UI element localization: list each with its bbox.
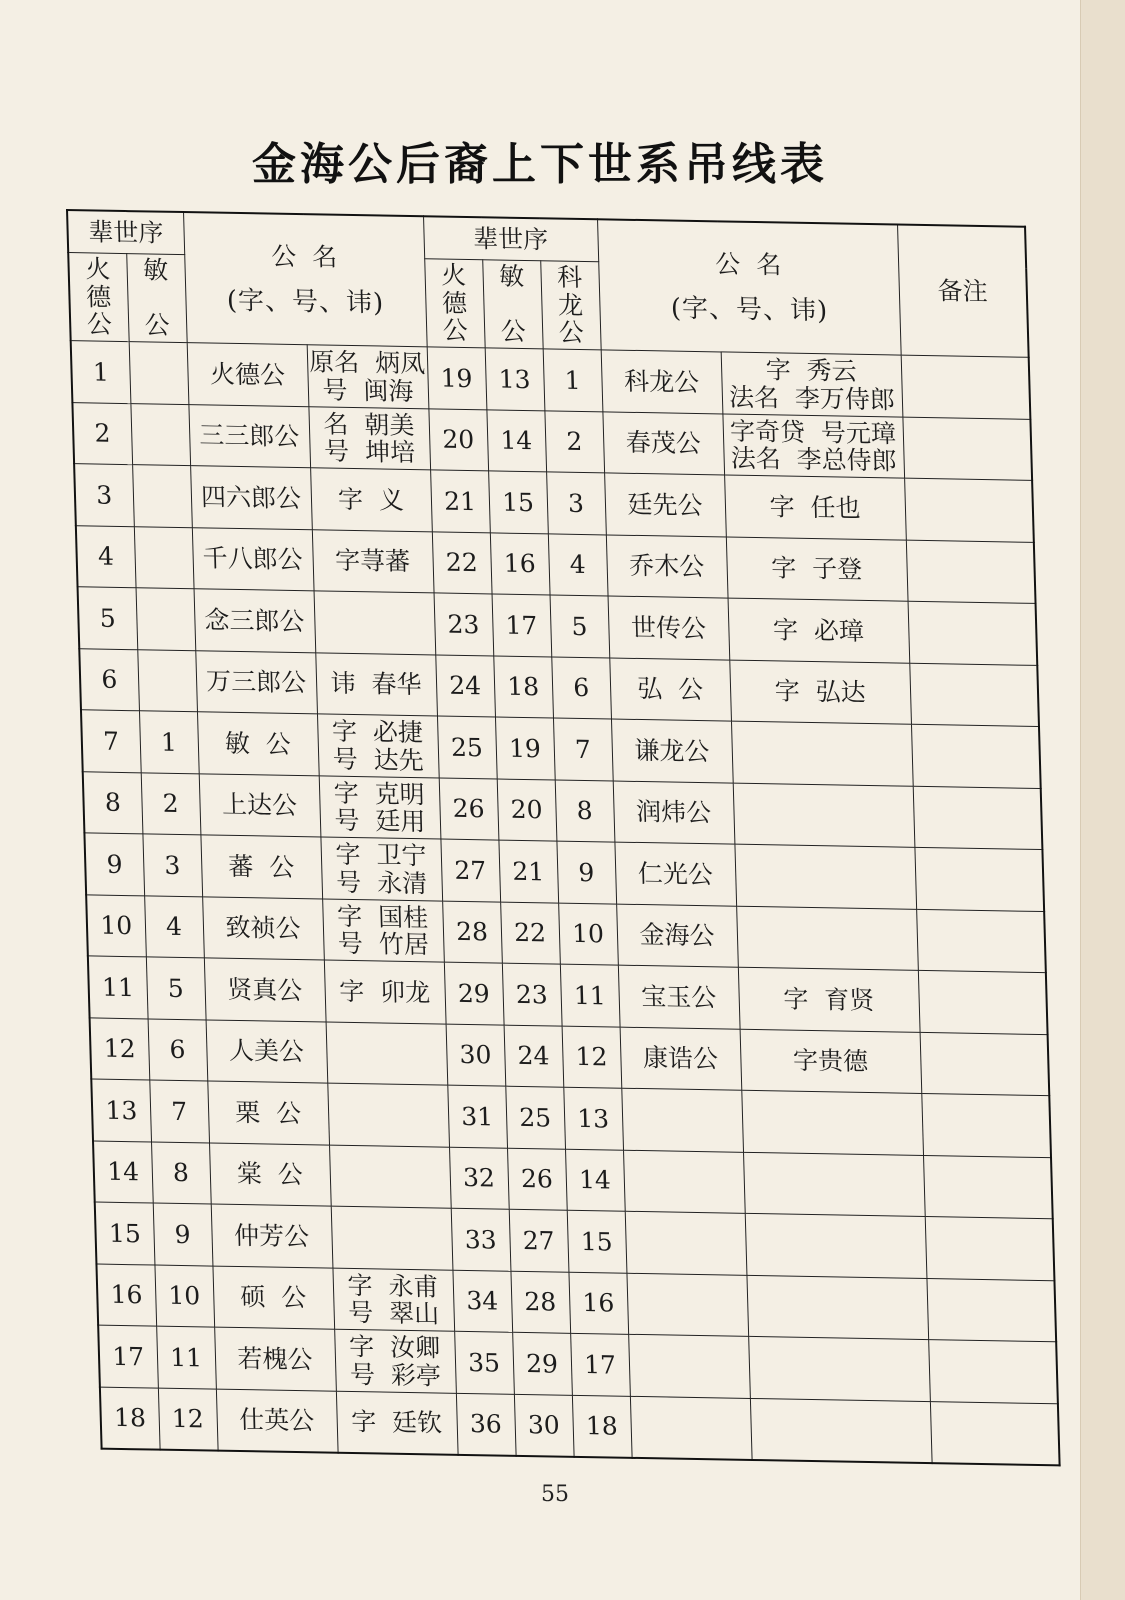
courtesy-name-left: 讳 春华 — [315, 653, 437, 717]
courtesy-name-left-line: 号 永清 — [335, 867, 428, 898]
min-generation-left: 10 — [154, 1265, 214, 1328]
courtesy-name-right — [734, 845, 916, 910]
kelong-generation: 11 — [560, 964, 620, 1027]
kelong-generation: 6 — [551, 657, 611, 720]
huode-generation-left: 13 — [91, 1079, 151, 1142]
kelong-generation: 18 — [572, 1395, 632, 1458]
courtesy-name-left-line: 字 国桂 — [336, 901, 429, 932]
header-name-left — [183, 212, 427, 347]
courtesy-name-right — [750, 1398, 932, 1463]
courtesy-name-left-line: 号 达先 — [332, 744, 425, 775]
remarks-cell — [902, 417, 1032, 481]
huode-generation-left: 18 — [100, 1387, 160, 1450]
min-generation-left — [132, 465, 192, 528]
ancestor-name-right: 弘 公 — [609, 658, 731, 722]
header-name-right — [597, 219, 901, 355]
huode-generation-left: 3 — [74, 464, 134, 527]
header-min-left-char-2 — [128, 284, 186, 313]
kelong-generation: 1 — [543, 349, 603, 412]
courtesy-name-right — [747, 1275, 929, 1340]
courtesy-name-left — [308, 407, 430, 471]
courtesy-name-left-line: 号 廷用 — [334, 805, 426, 837]
header-min-left — [126, 253, 186, 343]
min-generation-right: 16 — [490, 533, 550, 596]
ancestor-name-right: 谦龙公 — [611, 719, 733, 783]
remarks-cell — [918, 971, 1048, 1035]
courtesy-name-left-line: 字 克明 — [333, 778, 426, 809]
kelong-generation: 2 — [544, 411, 604, 474]
ancestor-name-left: 若槐公 — [214, 1327, 336, 1391]
courtesy-name-left-line: 号 竹居 — [337, 928, 430, 960]
min-generation-right: 26 — [507, 1148, 567, 1211]
kelong-generation: 4 — [548, 534, 608, 597]
kelong-generation: 7 — [553, 718, 613, 781]
header-huode-left-char-3: 公 — [86, 309, 113, 340]
ancestor-name-left: 四六郎公 — [190, 466, 312, 530]
courtesy-name-left — [332, 1268, 454, 1332]
min-generation-left — [136, 588, 196, 651]
ancestor-name-left: 千八郎公 — [192, 528, 314, 592]
header-huode-right-char-2: 德 — [441, 288, 468, 318]
huode-generation-left: 7 — [81, 710, 141, 773]
header-huode-left — [68, 252, 128, 342]
ancestor-name-right — [630, 1396, 752, 1460]
huode-generation-right: 35 — [454, 1332, 514, 1395]
min-generation-right: 29 — [512, 1333, 572, 1396]
header-generation-order-right: 辈世序 — [423, 216, 598, 261]
huode-generation-right: 24 — [435, 655, 495, 718]
remarks-cell — [930, 1401, 1060, 1465]
ancestor-name-right: 润炜公 — [613, 781, 735, 845]
remarks-cell — [916, 909, 1046, 973]
kelong-generation: 5 — [550, 595, 610, 658]
huode-generation-right: 20 — [428, 409, 488, 472]
ancestor-name-right — [621, 1089, 743, 1153]
huode-generation-left: 1 — [71, 341, 131, 404]
remarks-cell — [911, 725, 1041, 789]
huode-generation-left: 8 — [83, 772, 143, 835]
huode-generation-left: 15 — [95, 1202, 155, 1265]
courtesy-name-left — [322, 899, 444, 963]
huode-generation-right: 33 — [451, 1209, 511, 1272]
courtesy-name-left-line: 字 永甫 — [347, 1270, 439, 1302]
min-generation-right: 28 — [510, 1271, 570, 1334]
remarks-cell — [925, 1217, 1055, 1281]
min-generation-left: 3 — [142, 834, 202, 897]
courtesy-name-right-line: 字奇贷 号元璋 — [729, 416, 897, 449]
huode-generation-right: 25 — [437, 716, 497, 779]
remarks-cell — [915, 848, 1045, 912]
ancestor-name-right: 乔木公 — [606, 535, 728, 599]
ancestor-name-left: 上达公 — [199, 774, 321, 838]
courtesy-name-right — [733, 783, 915, 848]
ancestor-name-left: 棠 公 — [209, 1143, 331, 1207]
min-generation-right: 19 — [495, 717, 555, 780]
min-generation-right: 22 — [500, 902, 560, 965]
min-generation-right: 24 — [504, 1025, 564, 1088]
min-generation-right: 27 — [509, 1210, 569, 1273]
ancestor-name-left: 万三郎公 — [195, 651, 317, 715]
kelong-generation: 8 — [555, 780, 615, 843]
huode-generation-right: 23 — [434, 593, 494, 656]
huode-generation-right: 29 — [444, 962, 504, 1025]
remarks-cell — [904, 479, 1034, 543]
page-title: 金海公后裔上下世系吊线表 — [252, 139, 828, 190]
courtesy-name-right-line: 字 秀云 — [765, 355, 858, 386]
ancestor-name-right — [625, 1212, 747, 1276]
min-generation-left: 11 — [156, 1326, 216, 1389]
header-min-right-char-1: 敏 — [498, 261, 525, 292]
min-generation-right: 23 — [502, 963, 562, 1026]
min-generation-left — [129, 342, 189, 405]
header-huode-right-char-1: 火 — [440, 260, 467, 291]
ancestor-name-left: 仲芳公 — [211, 1204, 333, 1268]
kelong-generation: 12 — [562, 1026, 622, 1089]
courtesy-name-right: 字 弘达 — [729, 660, 911, 725]
header-min-right-char-2 — [484, 290, 542, 319]
min-generation-right: 14 — [486, 410, 546, 473]
huode-generation-right: 27 — [440, 839, 500, 902]
min-generation-left: 9 — [153, 1203, 213, 1266]
ancestor-name-left: 敏 公 — [197, 712, 319, 776]
ancestor-name-left: 贤真公 — [204, 958, 326, 1022]
huode-generation-right: 30 — [446, 1024, 506, 1087]
remarks-cell — [906, 540, 1036, 604]
kelong-generation: 15 — [567, 1211, 627, 1274]
header-remarks: 备注 — [897, 225, 1029, 358]
remarks-cell — [908, 602, 1038, 666]
header-huode-left-char-2: 德 — [85, 282, 112, 312]
header-kelong-char-2: 龙 — [557, 290, 584, 320]
courtesy-name-left — [329, 1145, 451, 1209]
courtesy-name-right — [741, 1091, 923, 1156]
huode-generation-right: 21 — [430, 470, 490, 533]
kelong-generation: 16 — [568, 1272, 628, 1335]
ancestor-name-right: 金海公 — [616, 904, 738, 968]
header-min-left-char-3: 公 — [144, 310, 171, 341]
remarks-cell — [927, 1278, 1057, 1342]
huode-generation-left: 4 — [76, 526, 136, 589]
min-generation-right: 20 — [497, 779, 557, 842]
ancestor-name-right — [627, 1273, 749, 1337]
table-body — [67, 210, 1060, 1465]
min-generation-right: 30 — [514, 1394, 574, 1457]
header-huode-right — [424, 259, 484, 349]
huode-generation-left: 17 — [98, 1325, 158, 1388]
ancestor-name-left: 三三郎公 — [188, 405, 310, 469]
courtesy-name-left-line: 号 翠山 — [347, 1298, 440, 1329]
min-generation-left: 12 — [158, 1388, 218, 1451]
courtesy-name-left-line: 字 汝卿 — [348, 1332, 441, 1363]
header-min-right-char-3: 公 — [500, 316, 527, 347]
min-generation-left: 7 — [149, 1080, 209, 1143]
huode-generation-right: 31 — [447, 1086, 507, 1149]
courtesy-name-right — [743, 1152, 925, 1217]
huode-generation-left: 12 — [90, 1018, 150, 1081]
header-name-right-sub: (字、号、讳) — [670, 293, 829, 327]
courtesy-name-left — [314, 591, 436, 655]
remarks-cell — [923, 1155, 1053, 1219]
courtesy-name-right — [736, 906, 918, 971]
huode-generation-left: 16 — [96, 1264, 156, 1327]
kelong-generation: 13 — [563, 1088, 623, 1151]
min-generation-left — [134, 527, 194, 590]
header-kelong-char-1: 科 — [556, 262, 583, 293]
courtesy-name-left: 字 卯龙 — [324, 960, 446, 1024]
header-name-right-main: 公 名 — [714, 248, 782, 280]
courtesy-name-left — [331, 1206, 453, 1270]
header-generation-order-left: 辈世序 — [67, 210, 184, 254]
huode-generation-left: 14 — [93, 1141, 153, 1204]
kelong-generation: 10 — [558, 903, 618, 966]
page-edge — [1080, 0, 1125, 1600]
courtesy-name-left-line: 号 彩亭 — [349, 1359, 442, 1391]
ancestor-name-left: 仕英公 — [216, 1389, 338, 1453]
courtesy-name-left-line: 名 朝美 — [323, 409, 415, 440]
courtesy-name-left: 字 廷钦 — [336, 1391, 458, 1455]
kelong-generation: 9 — [556, 841, 616, 904]
courtesy-name-left-line: 号 坤培 — [323, 436, 416, 468]
courtesy-name-left — [307, 345, 429, 409]
remarks-cell — [901, 355, 1031, 419]
min-generation-right: 17 — [492, 594, 552, 657]
remarks-cell — [928, 1340, 1058, 1404]
remarks-cell — [920, 1032, 1050, 1096]
huode-generation-right: 28 — [442, 901, 502, 964]
courtesy-name-right: 字贵德 — [740, 1029, 922, 1094]
min-generation-left: 4 — [144, 896, 204, 959]
huode-generation-right: 26 — [439, 778, 499, 841]
header-kelong-char-3: 公 — [558, 317, 585, 348]
courtesy-name-left — [326, 1022, 448, 1086]
header-min-left-char-1: 敏 — [142, 255, 169, 286]
min-generation-left: 1 — [139, 711, 199, 774]
min-generation-left — [130, 403, 190, 466]
min-generation-right: 18 — [493, 656, 553, 719]
courtesy-name-right: 字 育贤 — [738, 968, 920, 1033]
courtesy-name-right: 字 任也 — [724, 475, 906, 540]
ancestor-name-right — [628, 1335, 750, 1399]
courtesy-name-right-line: 法名 李总侍郎 — [730, 443, 898, 476]
min-generation-left: 2 — [141, 773, 201, 836]
min-generation-right: 21 — [498, 840, 558, 903]
huode-generation-left: 11 — [88, 956, 148, 1019]
ancestor-name-left: 致祯公 — [202, 897, 324, 961]
ancestor-name-right: 宝玉公 — [618, 966, 740, 1030]
courtesy-name-left — [334, 1330, 456, 1394]
header-kelong — [540, 261, 601, 351]
courtesy-name-right-line: 法名 李万侍郎 — [728, 382, 896, 415]
header-huode-left-char-1: 火 — [85, 254, 111, 285]
courtesy-name-right — [722, 414, 904, 479]
huode-generation-right: 36 — [456, 1393, 516, 1456]
courtesy-name-left — [320, 837, 442, 901]
courtesy-name-left: 字荨蕃 — [312, 530, 434, 594]
header-huode-right-char-3: 公 — [442, 315, 469, 346]
huode-generation-right: 19 — [427, 347, 487, 410]
min-generation-right: 25 — [505, 1087, 565, 1150]
header-min-right — [482, 260, 542, 350]
huode-generation-right: 22 — [432, 532, 492, 595]
courtesy-name-right: 字 子登 — [726, 537, 908, 602]
ancestor-name-left: 蕃 公 — [200, 835, 322, 899]
remarks-cell — [913, 786, 1043, 850]
min-generation-left: 6 — [148, 1019, 208, 1082]
huode-generation-left: 2 — [72, 402, 132, 465]
remarks-cell — [909, 663, 1039, 727]
min-generation-left: 8 — [151, 1142, 211, 1205]
courtesy-name-left — [327, 1083, 449, 1147]
courtesy-name-left — [317, 714, 439, 778]
huode-generation-left: 6 — [79, 649, 139, 712]
ancestor-name-left: 栗 公 — [207, 1081, 329, 1145]
table-container — [66, 209, 1059, 1466]
header-name-left-main: 公 名 — [270, 241, 338, 272]
kelong-generation: 14 — [565, 1149, 625, 1212]
min-generation-right: 15 — [488, 471, 548, 534]
courtesy-name-left-line: 字 卫宁 — [335, 839, 427, 871]
courtesy-name-right: 字 必璋 — [728, 598, 910, 663]
remarks-cell — [921, 1094, 1051, 1158]
courtesy-name-left — [319, 776, 441, 840]
kelong-generation: 17 — [570, 1334, 630, 1397]
ancestor-name-left: 人美公 — [206, 1020, 328, 1084]
ancestor-name-left: 硕 公 — [212, 1266, 334, 1330]
huode-generation-right: 34 — [452, 1270, 512, 1333]
ancestor-name-left: 火德公 — [187, 343, 309, 407]
ancestor-name-right: 春茂公 — [602, 412, 724, 476]
ancestor-name-right: 康诰公 — [620, 1027, 742, 1091]
courtesy-name-left-line: 号 闽海 — [322, 375, 414, 406]
min-generation-left: 5 — [146, 957, 206, 1020]
courtesy-name-left-line: 字 必捷 — [331, 716, 424, 748]
ancestor-name-right: 仁光公 — [614, 842, 736, 906]
ancestor-name-right: 科龙公 — [601, 350, 723, 414]
courtesy-name-right — [731, 721, 913, 786]
courtesy-name-right — [745, 1214, 927, 1279]
huode-generation-left: 5 — [78, 587, 138, 650]
courtesy-name-right — [748, 1337, 930, 1402]
courtesy-name-right — [721, 352, 903, 417]
huode-generation-left: 10 — [86, 895, 146, 958]
min-generation-left — [137, 650, 197, 713]
page-number: 55 — [541, 1482, 569, 1507]
huode-generation-right: 32 — [449, 1147, 509, 1210]
ancestor-name-left: 念三郎公 — [194, 589, 316, 653]
courtesy-name-left: 字 义 — [310, 468, 432, 532]
huode-generation-left: 9 — [84, 833, 144, 896]
courtesy-name-left-line: 原名 炳凤 — [308, 347, 426, 379]
ancestor-name-right: 廷先公 — [604, 473, 726, 537]
kelong-generation: 3 — [546, 472, 606, 535]
genealogy-table — [66, 209, 1061, 1466]
min-generation-right: 13 — [485, 348, 545, 411]
header-name-left-sub: (字、号、讳) — [226, 285, 385, 319]
ancestor-name-right: 世传公 — [608, 596, 730, 660]
ancestor-name-right — [623, 1150, 745, 1214]
